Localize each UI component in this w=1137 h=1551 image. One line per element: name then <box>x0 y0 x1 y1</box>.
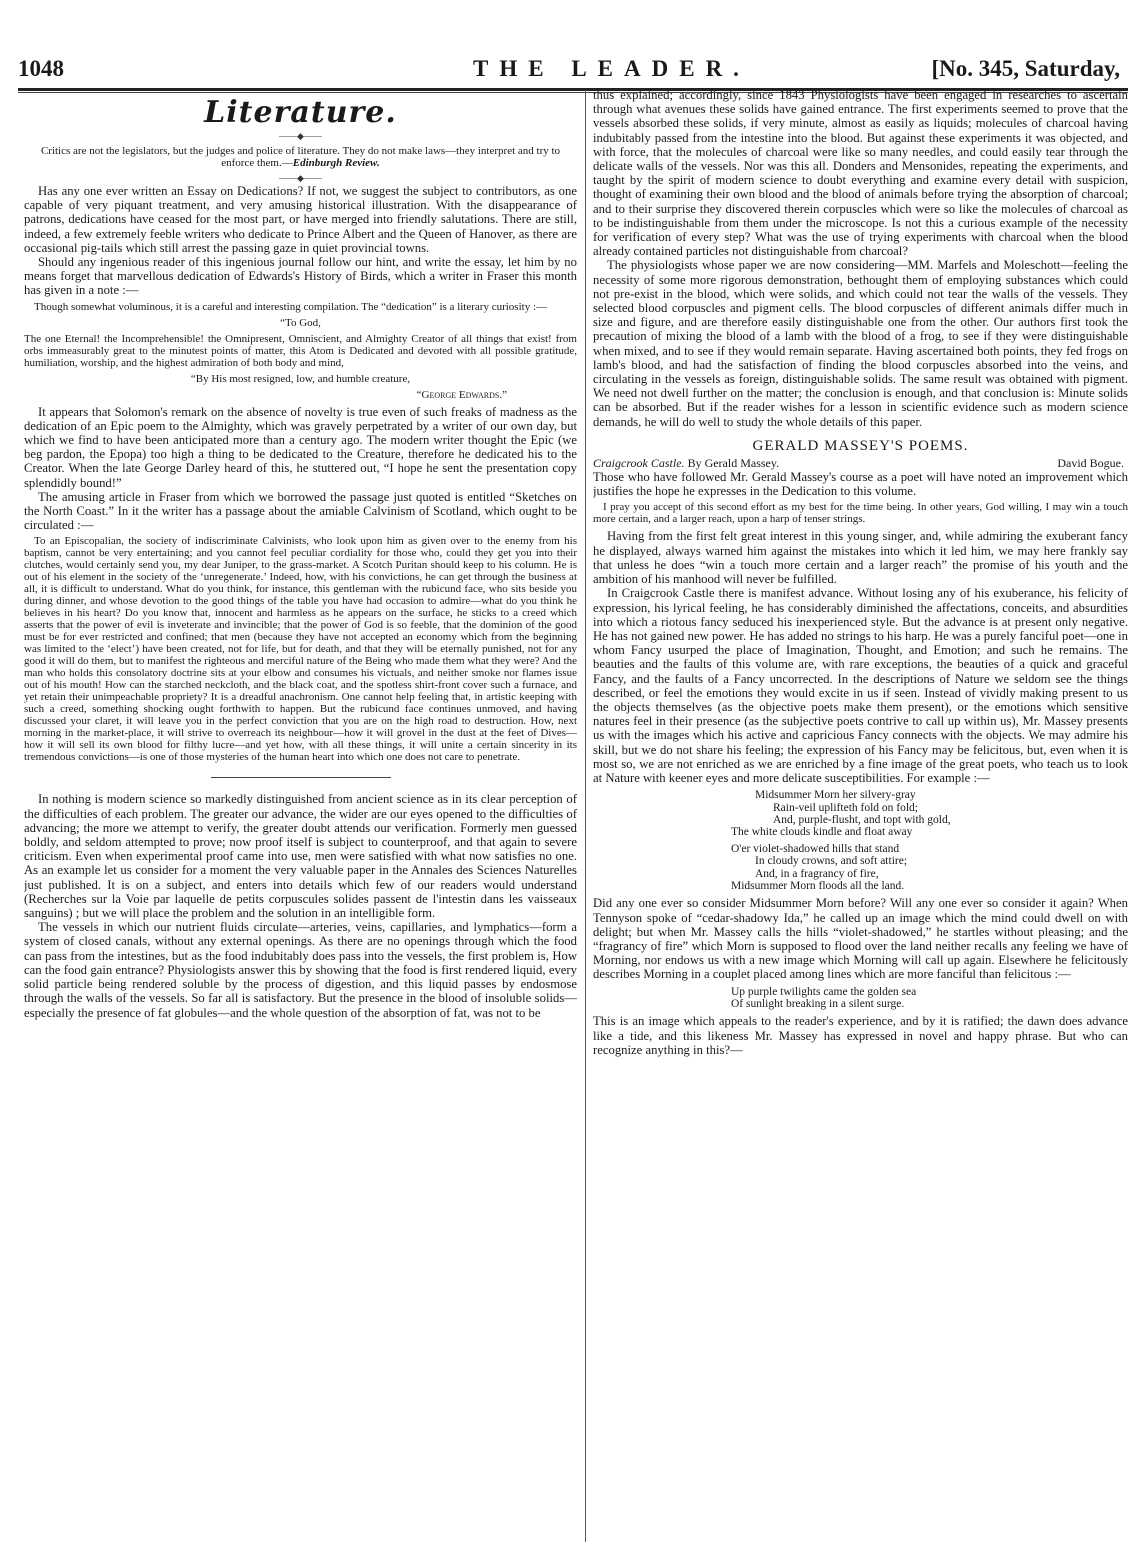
paragraph-craigcrook: In Craigcrook Castle there is manifest advance. Without losing any of his exuberance, his felicity of expression, his lyrical feeling, he has considerably diminished the affectations, conceits, and absurdities into which a riotous fancy seduced his inexperienced style. But the advance is at present only negative. He has not gained new power. He has added no strings to his harp. He was a purely fanciful poet—one in whom Fancy usurped the place of Imagination, Thought, and Emotion; and such he remains. The beauties and the faults of this volume are, with rare exceptions, the beauties of a quick and graceful Fancy, and the faults of a Fancy uncorrected. In the descriptions of Nature we seldom see the things described, or feel the emotions they would excite in us if seen. Instead of vividly making present to us the objects themselves (as the objective poets make them present), or the emotions which sensitive natures feel in their presence (as the subjective poets contrive to call up within us), Mr. Massey presents us with the images which his active and capricious Fancy connects with the objects. We may admire his skill, but we do not share his feeling; the expression of his Fancy may be felicitous, but, even when it is most so, we are not enriched as we are enriched by a fine image of the great poets, who teach us to look at Nature with keener eyes and more delicate susceptibilities. For example :— <box>593 586 1128 785</box>
poem-line: Midsummer Morn her silvery-gray <box>755 789 916 802</box>
section-title: Literature. <box>204 95 397 130</box>
paragraph-midsummer-morn: Did any one ever so consider Midsummer Morn before? Will any one ever so consider it again? When Tennyson spoke of “cedar-shadowy Ida,” he called up an image which the mind could dwell on with delight; but when Mr. Massey calls the hills “violet-shadowed,” he startles without pleasing; and the “fragrancy of fire” which Morn is supposed to flood over the land neither recalls any feeling we have of Morning, nor endows us with a new image which Morning will call up again. Elsewhere he felicitously describes Morning in a couplet placed among lines which are more fanciful than felicitous :— <box>593 896 1128 982</box>
newspaper-title: THE LEADER. <box>473 56 750 81</box>
section-rule <box>211 777 391 778</box>
quote-calvinists: To an Episcopalian, the society of indiscriminate Calvinists, who look upon him as given over to the enemy from his baptism, cannot be very entertaining; and you cannot feel peculiar cordiality for those who, could they get you into their clutches, would certainly send you, my dear Juniper, to the grass-market. A Scotch Puritan should keep to his column. He is out of his element in the society of the ‘unregenerate.’ Indeed, how, with his convictions, he can get through the business at all, it is difficult to understand. What do you think, for instance, this gentleman with the rubicund face, who sits beside you during dinner, and whose devotion to the good things of the table you have had occasion to admire—what do you think he believes in his heart? Do you know that, innocent and harmless as he appears on the surface, he sticks to a creed which asserts that the power of evil is inveterate and invincible; that the power of God is so feeble, that the dominion of the good must be for ever restricted and confined; that men (because they have not accepted an economy which from the beginning was limited to the ‘elect’) have been created, not for life, but for death, and that they will be eternally punished, not for any good it will do them, but to manifest the righteous and merciful nature of the Being who made them what they were? And the man who holds this consolatory doctrine sits at your elbow and consumes his victuals, and neither smoke nor flames issue out of his mouth! How can the starched neckcloth, and the black coat, and the spotless shirt-front cover such a furnace, and yet retain their unimpeachable propriety? It is a dreadful anachronism. One cannot help feeling that, in artistic keeping with such a creed, something shocking ought forthwith to happen. But the rubicund face continues unmoved, and having discussed your claret, it will leave you in the perfect conviction that you are on the high road to destruction. How, next morning in the market-place, it will strive to overreach its neighbour—how it will grovel in the dust at the feet of Dives—how it will sell its own blood for filthy lucre—and yet how, with all these things, it will unite a certain sincerity in its tremendous convictions—is one of those mysteries of the human heart into which one does not care to penetrate. <box>24 535 577 764</box>
quote-dedication-body: The one Eternal! the Incomprehensible! the Omnipresent, Omniscient, and Almighty Creator of all things that exist! from orbs immeasurably great to the minutest points of matter, this Atom is Dedicated and devoted with all possible gratitude, humiliation, worship, and the highest admiration of both body and mind, <box>24 332 577 369</box>
paragraph-edwards: Should any ingenious reader of this ingenious journal follow our hint, and write the essay, let him by no means forget that marvellous dedication of Edwards's History of Birds, which a writer in Fraser this month has given in a note :— <box>24 255 577 298</box>
paragraph-solomon: It appears that Solomon's remark on the absence of novelty is true even of such freaks of madness as the dedication of an Epic poem to the Almighty, which was gravely perpetrated by a writer of our own day, but which we find to have been anticipated more than a century ago. The modern writer thought the Epic (we beg pardon, the Epopa) too high a thing to be dedicated to the Creature, therefore he dedicated his to the Creator. When the late George Darley heard of this, he stuttered out, “I hope he sent the presentation copy splendidly bound!” <box>24 404 577 490</box>
paragraph-dedications: Has any one ever written an Essay on Dedications? If not, we suggest the subject to contributors, as one capable of very piquant treatment, and very amusing historical illustration. With the disappearance of patrons, dedications have ceased for the most part, or have merged into friendly salutations. There are still, indeed, a few extremely feeble writers who dedicate to Prince Albert and the Queen of Hanover, as there are occasional pig-tails which still arrest the passing gaze in quiet provincial towns. <box>24 184 577 255</box>
poem-line: And, purple-flusht, and topt with gold, <box>773 813 951 826</box>
paragraph-marfels: The physiologists whose paper we are now considering—MM. Marfels and Moleschott—feeling the necessity of some more rigorous demonstration, bethought them of employing substances which could not pre-exist in the blood, which were solids, and which could not tear the walls of the vessels. They selected blood corpuscles and pigment cells. The blood corpuscles of different animals differ much in size and figure, and are therefore easily distinguishable one from the other. Our authors first took the precaution of mixing the blood of a lamb with the blood of a frog, to see if they were distinguishable when mixed, and to see if they would remain separate. Having ascertained both points, they fed frogs on lamb's blood, and had the satisfaction of finding the blood corpuscles absorbed into the veins, and circulating in the vessels as foreign, distinguishable solids. The same result was obtained with pigment. We need not dwell further on the matter; the conclusion is enough, and that conclusion is: Minute solids can be absorbed. But if the reader wishes for a lesson in scientific evidence such as modern science demands, he will do well to study the whole details of this paper. <box>593 258 1128 429</box>
quote-dedication-massey: I pray you accept of this second effort as my best for the time being. In other years, God willing, I may win a touch more certain, and a larger reach, upon a harp of tenser strings. <box>593 501 1128 526</box>
ornament-divider-2: ——◆—— <box>279 173 322 183</box>
poem-line: O'er violet-shadowed hills that stand <box>731 842 900 855</box>
paragraph-fraser: The amusing article in Fraser from which we borrowed the passage just quoted is entitled “Sketches on the North Coast.” In it the writer has a passage about the amiable Calvinism of Scotland, which ought to be circulated :— <box>24 489 577 533</box>
poem-line: The white clouds kindle and float away <box>731 826 913 839</box>
poem-line: Rain-veil uplifteth fold on fold; <box>773 801 919 814</box>
poem-line: In cloudy crowns, and soft attire; <box>755 855 908 868</box>
review-meta <box>593 456 1128 470</box>
poem-line: Up purple twilights came the golden sea <box>731 985 917 998</box>
paragraph-massey-course: Those who have followed Mr. Gerald Massey's course as a poet will have noted an improvement which justifies the hope he expresses in the Dedication to this volume. <box>593 470 1128 499</box>
epigraph-text: Critics are not the legislators, but the judges and police of literature. They do not make laws—they interpret and try to enforce them.— <box>40 145 561 169</box>
poem-midsummer <box>593 789 1128 892</box>
masthead <box>18 56 1128 92</box>
poem-line: And, in a fragrancy of fire, <box>755 867 879 880</box>
review-publisher: David Bogue. <box>1057 456 1124 471</box>
review-book-title: Craigcrook Castle. <box>593 456 685 471</box>
left-column <box>24 92 577 1542</box>
paragraph-modern-science: In nothing is modern science so markedly distinguished from ancient science as in its clear perception of the difficulties of each problem. The greater our advance, the wider are our eyes opened to the difficulties of advancing; the more we attempt to verify, the greater doubt attends our verification. Formerly men guessed boldly, and seldom attempted to prove; now proof itself is subject to counterproof, and that again to severe criticism. Even when experimental proof came into use, men were satisfied with what now satisfies no one. As an example let us consider for a moment the very valuable paper in the Annales des Sciences Naturelles just published. It is on a subject, and enters into details which few of our readers would understand (Recherches sur la Voie par laquelle de petits corpuscules solides passent de l'intestin dans les vaisseaux sanguins) ; but we will place the problem and the solution in an intelligible form. <box>24 792 577 921</box>
epigraph-source: Edinburgh Review. <box>292 157 380 169</box>
paragraph-vessels: The vessels in which our nutrient fluids circulate—arteries, veins, capillaries, and lymphatics—form a system of closed canals, without any external openings. As there are no openings through which the food can pass from the intestines, but as the food indubitably does pass into the vessels, the first problem is, How can the food gain entrance? Physiologists answer this by showing that the food is first rendered liquid, every solid particle being rendered soluble by the process of digestion, and this liquid passes by endosmose through the walls of the vessels. So far all is satisfactory. But the presence in the blood of insoluble solids—especially the presence of fat globules—and the whole question of the absorption of fat, was not to be <box>24 920 577 1020</box>
poem-line: Of sunlight breaking in a silent surge. <box>731 998 905 1011</box>
review-author: By Gerald Massey. <box>687 456 780 471</box>
column-divider <box>585 90 586 1542</box>
paragraph-physiologists: thus explained; accordingly, since 1843 Physiologists have been engaged in researches to ascertain through what avenues these solids have gained entrance. The first experiments seemed to prove that the vessels absorbed these solids, if very minute, almost as easily as liquids; molecules of charcoal having indubitably passed from the intestine into the blood. But against these experiments it was objected, and with force, that the molecules of charcoal were like so many needles, and could easily tear through the delicate walls of the vessels. Nor was this all. Donders and Mensonides, repeating the experiments, and taught by the spirit of modern science to doubt everything and examine every detail with suspicion, thought of examining their own blood and the blood of animals before trying the absorption of charcoal; and to their surprise they discovered therein corpuscles which were so like the molecules of charcoal as to be indistinguishable from them under the microscope. Is not this a curious example of the necessity for verification of every step? What was the use of trying experiments with charcoal when the blood already contained particles not distinguishable from charcoal? <box>593 88 1128 259</box>
quote-signature-1: “By His most resigned, low, and humble creature, <box>190 372 411 385</box>
paragraph-image-experience: This is an image which appeals to the reader's experience, and by it is ratified; the dawn does advance like a tide, and this likeness Mr. Massey has expressed in novel and happy phrase. But who can recognize anything in this?— <box>593 1014 1128 1057</box>
right-column <box>593 88 1128 1538</box>
page-number: 1048 <box>18 56 64 81</box>
poem-twilights <box>593 986 1128 1011</box>
review-title: GERALD MASSEY'S POEMS. <box>752 437 969 454</box>
quote-intro: Though somewhat voluminous, it is a careful and interesting compilation. The “dedication” is a literary curiosity :— <box>34 300 548 313</box>
issue-label: [No. 345, Saturday, <box>931 56 1120 81</box>
epigraph <box>34 145 567 169</box>
quote-signature-2: “George Edwards.” <box>416 388 507 401</box>
paragraph-young-singer: Having from the first felt great interest in this young singer, and, while admiring the exuberant fancy he displayed, always warned him against the mistakes into which it led him, we may here frankly say that unless he does “win a touch more certain and a larger reach” the promise of his youth and the ambition of his manhood will never be fulfilled. <box>593 529 1128 587</box>
ornament-divider: ——◆—— <box>279 131 322 141</box>
quote-to-god: “To God, <box>280 316 321 329</box>
poem-line: Midsummer Morn floods all the land. <box>731 879 905 892</box>
